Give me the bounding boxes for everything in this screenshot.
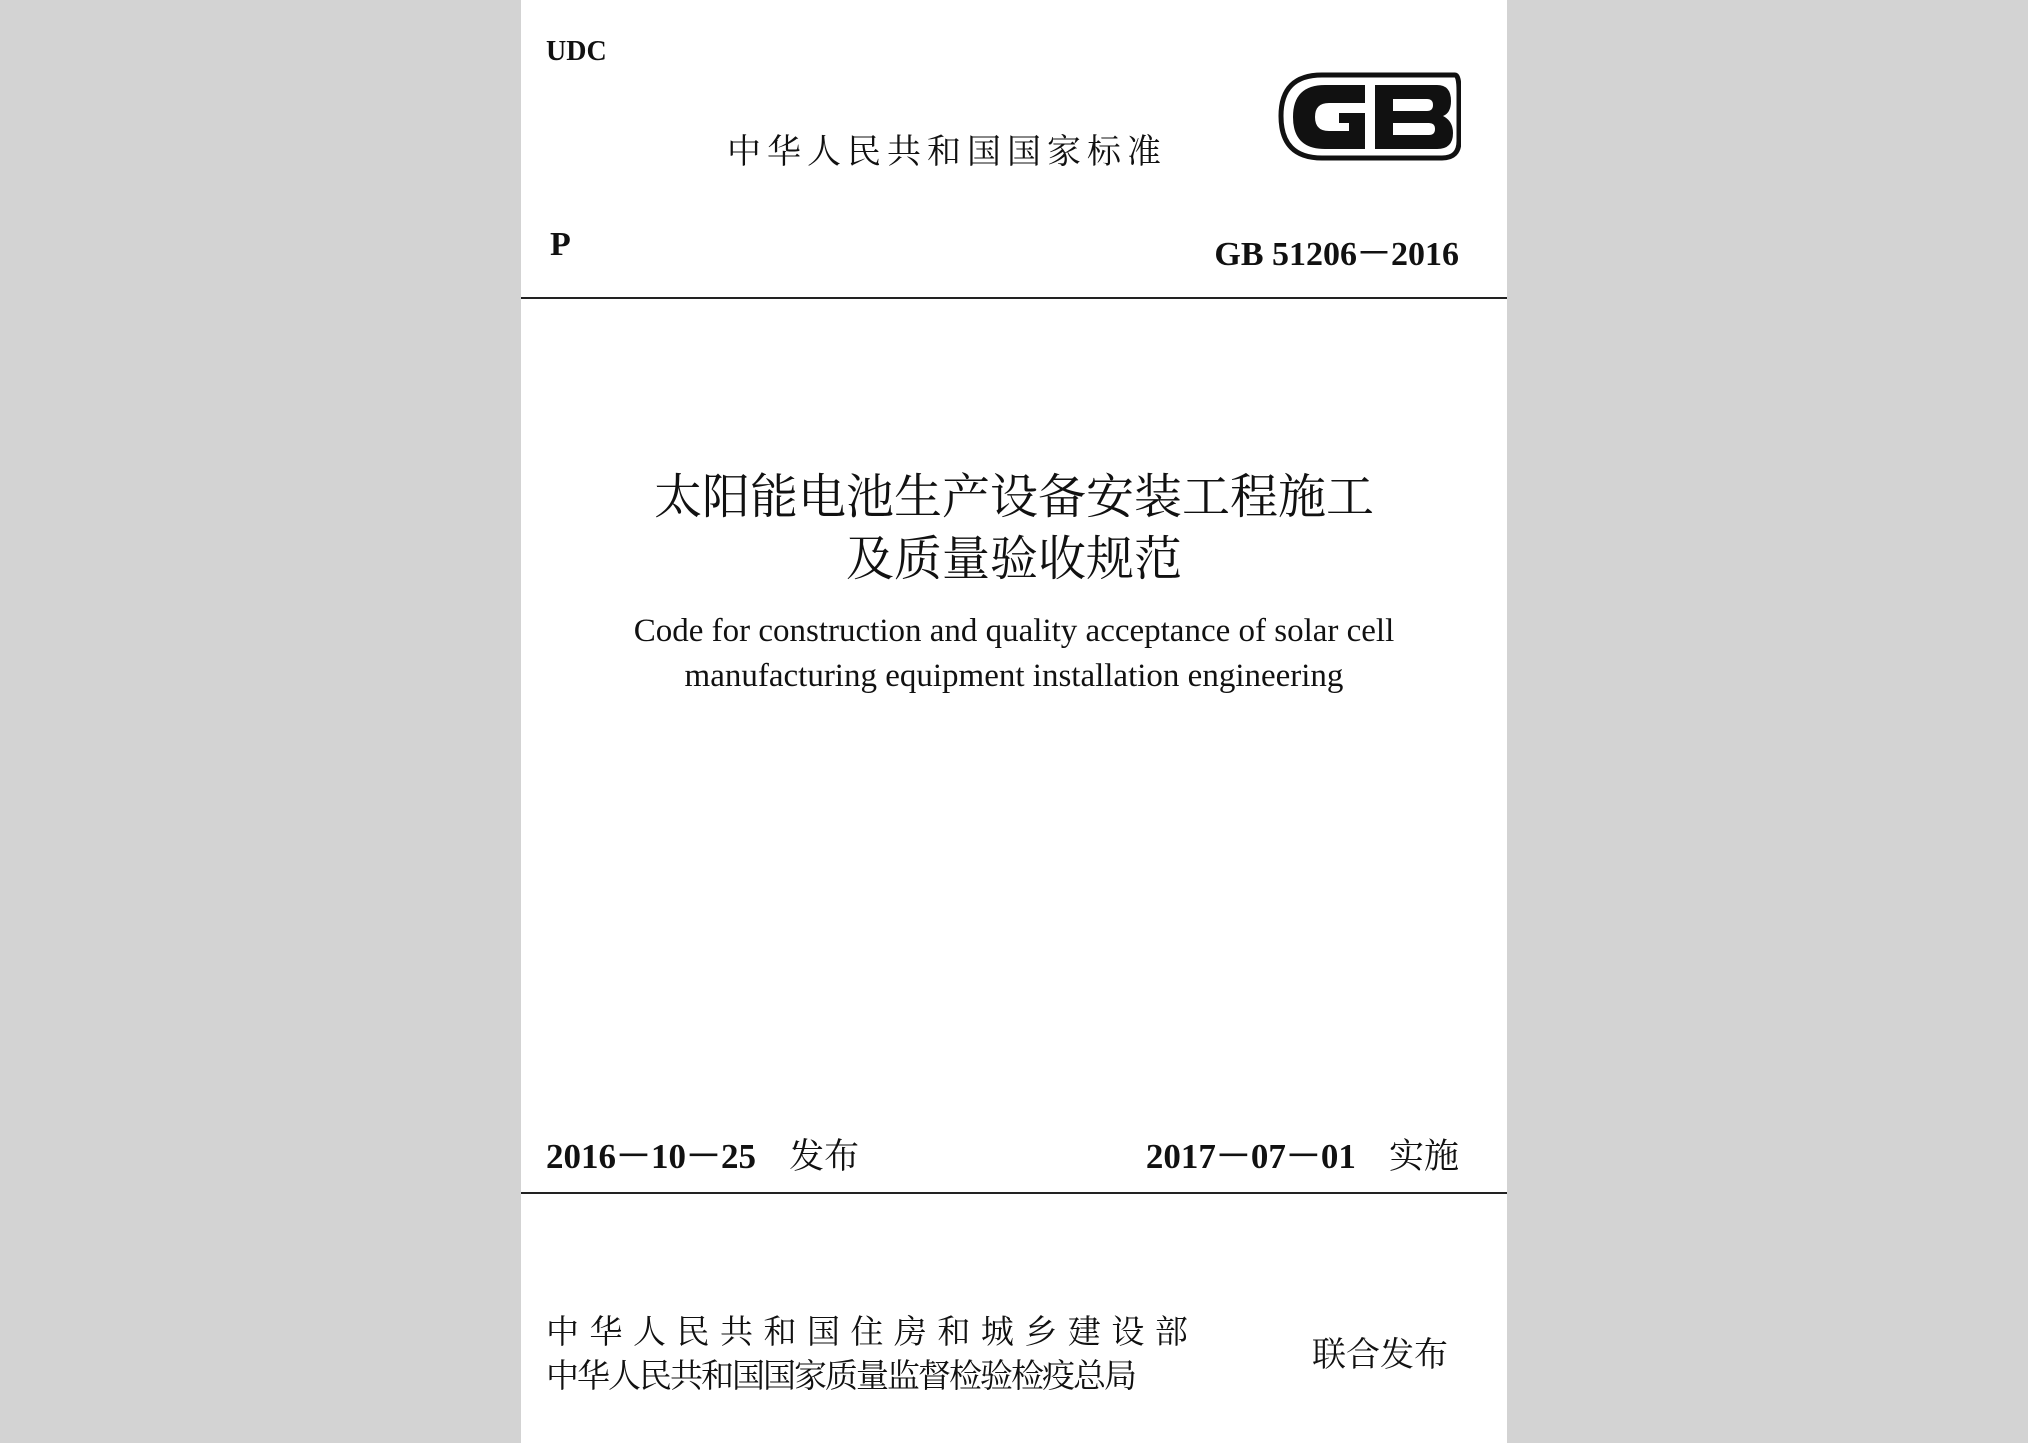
effective-label: 实施 [1388, 1137, 1459, 1177]
effective-date: 2017－07－01 [1145, 1137, 1356, 1176]
issuer-line1: 中 华 人 民 共 和 国 住 房 和 城 乡 建 设 部 [546, 1312, 1188, 1351]
title-cn-line2: 及质量验收规范 [845, 531, 1182, 587]
gb-logo [1277, 71, 1461, 162]
udc-label: UDC [546, 36, 607, 67]
document-cover [521, 0, 1507, 1443]
joint-issue-label: 联合发布 [1312, 1335, 1448, 1375]
issue-date: 2016－10－25 [546, 1137, 757, 1176]
title-en-line2: manufacturing equipment installation engineering [684, 658, 1344, 694]
issue-info [546, 1129, 859, 1179]
standard-number: GB 51206－2016 [1214, 236, 1459, 273]
header-divider [521, 297, 1507, 299]
category-code: P [550, 226, 571, 263]
title-cn-line1: 太阳能电池生产设备安装工程施工 [653, 469, 1374, 525]
national-standard-label: 中华人民共和国国家标准 [727, 132, 1167, 172]
issuer-line2: 中华人民共和国国家质量监督检验检疫总局 [546, 1356, 1135, 1395]
issue-label: 发布 [789, 1137, 860, 1177]
footer-divider [521, 1192, 1507, 1194]
title-en-line1: Code for construction and quality acceptance of solar cell [633, 613, 1395, 649]
effective-info [1146, 1129, 1459, 1179]
